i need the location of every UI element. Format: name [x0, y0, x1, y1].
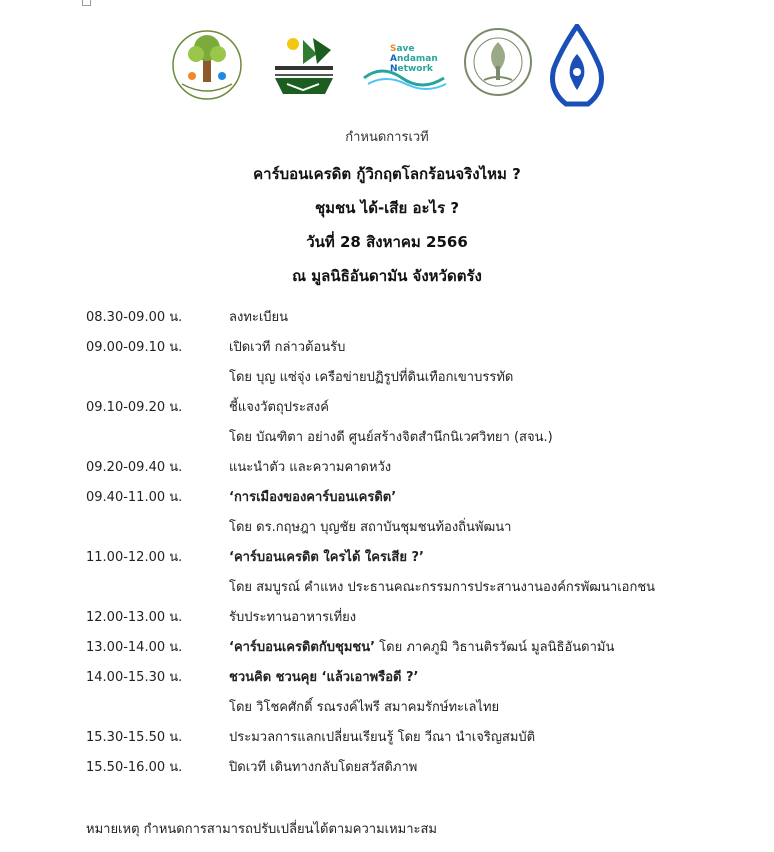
footnote: หมายเหตุ กำหนดการสามารถปรับเปลี่ยนได้ตามความเหมาะสม	[86, 822, 437, 837]
save-andaman-logo: Save Andaman Network	[362, 42, 447, 92]
schedule-time: 09.00-09.10 น.	[86, 340, 183, 355]
schedule-row	[86, 333, 726, 363]
schedule-row	[86, 723, 726, 753]
schedule-text: โดย วิโชคศักดิ์ รณรงค์ไพรี สมาคมรักษ์ทะเลไทย	[229, 700, 500, 715]
schedule-time: 11.00-12.00 น.	[86, 550, 183, 565]
event-title-block	[0, 126, 774, 293]
schedule-text-rest: โดย ภาคภูมิ วิธานติรวัฒน์ มูลนิธิอันดามัน	[375, 640, 615, 655]
schedule-row	[86, 363, 726, 393]
schedule-row	[86, 693, 726, 723]
schedule-row	[86, 513, 726, 543]
schedule-row	[86, 303, 726, 333]
blue-flame-logo	[548, 24, 606, 108]
schedule-row	[86, 483, 726, 513]
schedule-text: แนะนำตัว และความคาดหวัง	[229, 460, 392, 475]
schedule-time: 15.50-16.00 น.	[86, 760, 183, 775]
logo-strip	[0, 20, 774, 110]
schedule-text: ชวนคิด ชวนคุย ‘แล้วเอาพรือดี ?’	[229, 670, 419, 685]
title-line-1: คาร์บอนเครดิต กู้วิกฤตโลกร้อนจริงไหม ?	[253, 165, 521, 183]
schedule-time: 09.10-09.20 น.	[86, 400, 183, 415]
schedule-text: เปิดเวที กล่าวต้อนรับ	[229, 340, 346, 355]
schedule-text: โดย สมบูรณ์ คำแหง ประธานคณะกรรมการประสานงานองค์กรพัฒนาเอกชน	[229, 580, 656, 595]
schedule-row	[86, 603, 726, 633]
schedule-text: ‘การเมืองของคาร์บอนเครดิต’	[229, 490, 397, 505]
schedule-text: โดย บัณฑิตา อย่างดี ศูนย์สร้างจิตสำนึกนิเวศวิทยา (สจน.)	[229, 430, 553, 445]
schedule-text: ชี้แจงวัตถุประสงค์	[229, 400, 329, 415]
title-line-3: วันที่ 28 สิงหาคม 2566	[306, 233, 468, 251]
schedule-time: 15.30-15.50 น.	[86, 730, 183, 745]
schedule-row	[86, 393, 726, 423]
title-line-2: ชุมชน ได้-เสีย อะไร ?	[314, 199, 460, 217]
land-reform-logo	[273, 34, 335, 96]
schedule-time: 08.30-09.00 น.	[86, 310, 183, 325]
schedule-text: รับประทานอาหารเที่ยง	[229, 610, 357, 625]
schedule-time: 13.00-14.00 น.	[86, 640, 183, 655]
schedule-text-bold: ‘คาร์บอนเครดิตกับชุมชน’	[229, 640, 376, 655]
schedule-time: 12.00-13.00 น.	[86, 610, 183, 625]
green-seal-logo	[462, 26, 534, 98]
schedule-text: โดย บุญ แซ่จุ่ง เครือข่ายปฏิรูปที่ดินเทือกเขาบรรทัด	[229, 370, 514, 385]
corner-mark	[82, 0, 91, 6]
schedule-text: ‘คาร์บอนเครดิต ใครได้ ใครเสีย ?’	[229, 550, 424, 565]
schedule-row	[86, 633, 726, 663]
schedule-row	[86, 753, 726, 783]
ecological-awareness-logo	[170, 28, 244, 102]
schedule-row	[86, 423, 726, 453]
schedule-text: ปิดเวที เดินทางกลับโดยสวัสดิภาพ	[229, 760, 418, 775]
schedule-row	[86, 543, 726, 573]
title-line-4: ณ มูลนิธิอันดามัน จังหวัดตรัง	[292, 267, 482, 285]
schedule-row	[86, 663, 726, 693]
schedule-text: ลงทะเบียน	[229, 310, 289, 325]
schedule-caption: กำหนดการเวที	[345, 130, 429, 145]
schedule-text	[229, 633, 614, 663]
schedule-time: 09.20-09.40 น.	[86, 460, 183, 475]
schedule-row	[86, 453, 726, 483]
schedule-text: ประมวลการแลกเปลี่ยนเรียนรู้ โดย วีณา นำเจริญสมบัติ	[229, 730, 536, 745]
schedule-time: 09.40-11.00 น.	[86, 490, 183, 505]
schedule-list	[86, 303, 726, 783]
schedule-time: 14.00-15.30 น.	[86, 670, 183, 685]
schedule-row	[86, 573, 726, 603]
schedule-text: โดย ดร.กฤษฎา บุญชัย สถาบันชุมชนท้องถิ่นพัฒนา	[229, 520, 512, 535]
